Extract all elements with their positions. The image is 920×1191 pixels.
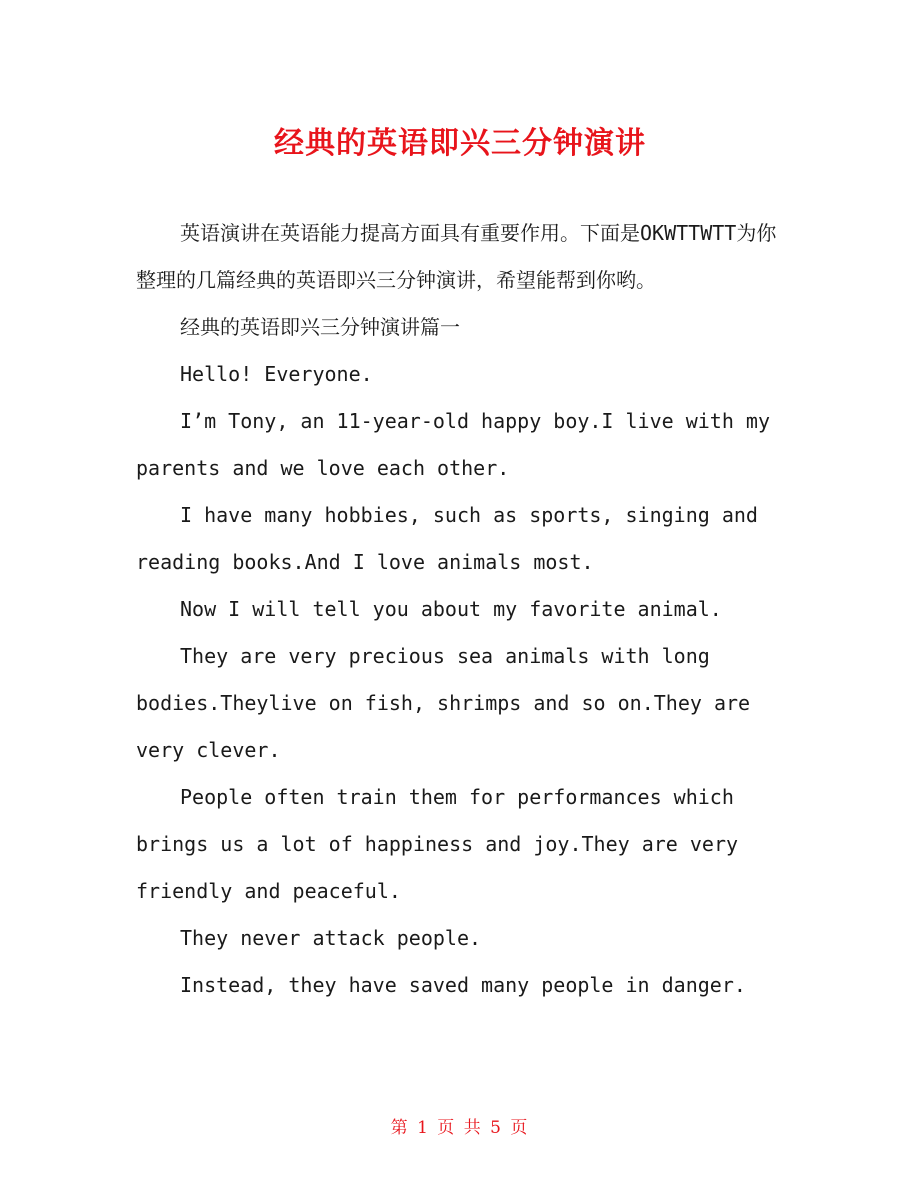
document-body (136, 210, 784, 1009)
paragraph-saved-people: Instead, they have saved many people in danger. (180, 973, 746, 997)
paragraph-introduction: I’m Tony, an 11-year-old happy boy.I live with my parents and we love each other. (136, 409, 771, 480)
paragraph-favorite-animal: Now I will tell you about my favorite animal. (180, 597, 722, 621)
paragraph-greeting: Hello! Everyone. (180, 362, 373, 386)
paragraph-hobbies: I have many hobbies, such as sports, singing and reading books.And I love animals most. (136, 503, 758, 574)
page-number-footer: 第 1 页 共 5 页 (390, 1118, 530, 1138)
paragraph-never-attack: They never attack people. (180, 926, 482, 950)
paragraph-description: They are very precious sea animals with long bodies.Theylive on fish, shrimps and so on.They are very clever. (136, 644, 751, 762)
document-title: 经典的英语即兴三分钟演讲 (274, 126, 646, 161)
paragraph-intro: 英语演讲在英语能力提高方面具有重要作用。下面是OKWTTWTT为你整理的几篇经典的英语即兴三分钟演讲，希望能帮到你哟。 (136, 221, 777, 292)
section-heading: 经典的英语即兴三分钟演讲篇一 (180, 315, 460, 339)
paragraph-performances: People often train them for performances which brings us a lot of happiness and joy.They are very friendly and peaceful. (136, 785, 739, 903)
